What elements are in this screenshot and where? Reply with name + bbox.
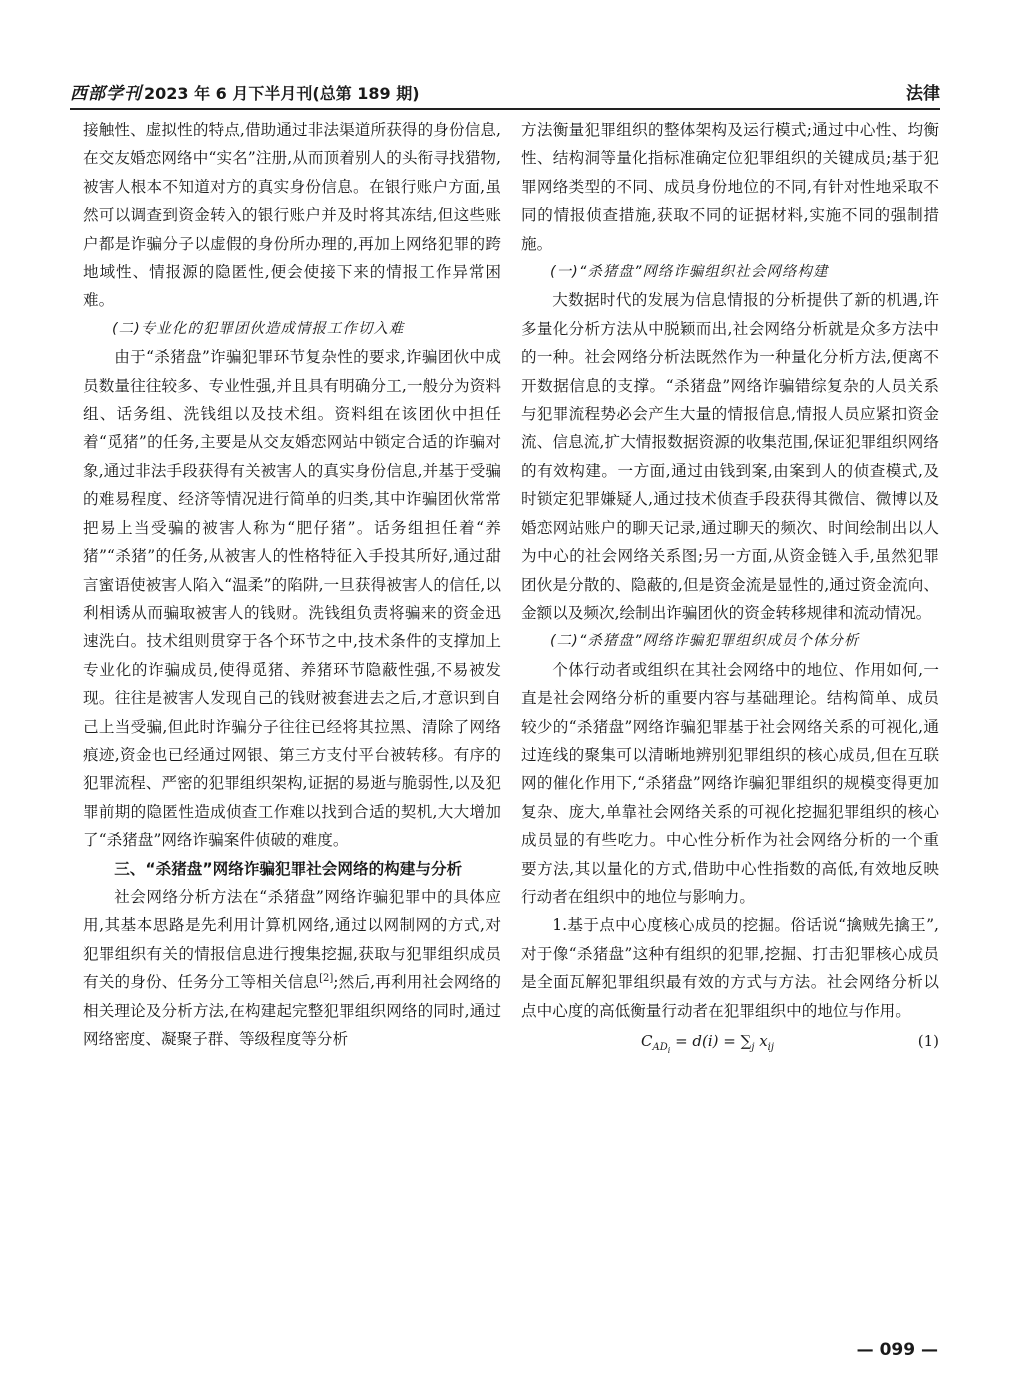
paragraph	[83, 883, 501, 1053]
section-label: 法律	[906, 84, 940, 104]
right-column	[521, 116, 939, 1065]
paragraph: 个体行动者或组织在其社会网络中的地位、作用如何,一直是社会网络分析的重要内容与基础理论。结构简单、成员较少的“杀猪盘”网络诈骗犯罪基于社会网络关系的可视化,通过连线的聚集可以清晰地辨别犯罪组织的核心成员,但在互联网的催化作用下,“杀猪盘”网络诈骗犯罪组织的规模变得更加复杂、庞大,单靠社会网络关系的可视化挖掘犯罪组织的核心成员显的有些吃力。中心性分析作为社会网络分析的一个重要方法,其以量化的方式,借助中心性指数的高低,有效地反映行动者在组织中的地位与影响力。	[521, 660, 939, 906]
paragraph-text: 社会网络分析方法在“杀猪盘”网络诈骗犯罪中的具体应用,其基本思路是先利用计算机网络,通过以网制网的方式,对犯罪组织有关的情报信息进行搜集挖掘,获取与犯罪组织成员有关的身份、任务分工等相关信息	[83, 887, 501, 992]
section-heading: 三、“杀猪盘”网络诈骗犯罪社会网络的构建与分析	[114, 859, 463, 878]
paragraph: 由于“杀猪盘”诈骗犯罪环节复杂性的要求,诈骗团伙中成员数量往往较多、专业性强,并且具有明确分工,一般分为资料组、话务组、洗钱组以及技术组。资料组在该团伙中担任着“觅猪”的任务,主要是从交友婚恋网站中锁定合适的诈骗对象,通过非法手段获得有关被害人的真实身份信息,并基于受骗的难易程度、经济等情况进行简单的归类,其中诈骗团伙常常把易上当受骗的被害人称为“肥仔猪”。话务组担任着“养猪”“杀猪”的任务,从被害人的性格特征入手投其所好,通过甜言蜜语使被害人陷入“温柔”的陷阱,一旦获得被害人的信任,以利相诱从而骗取被害人的钱财。洗钱组负责将骗来的资金迅速洗白。技术组则贯穿于各个环节之中,技术条件的支撑加上专业化的诈骗成员,使得觅猪、养猪环节隐蔽性强,不易被发现。往往是被害人发现自己的钱财被套进去之后,才意识到自己上当受骗,但此时诈骗分子往往已经将其拉黑、清除了网络痕迹,资金也已经通过网银、第三方支付平台被转移。有序的犯罪流程、严密的犯罪组织架构,证据的易逝与脆弱性,以及犯罪前期的隐匿性造成侦查工作难以找到合适的契机,大大增加了“杀猪盘”网络诈骗案件侦破的难度。	[83, 348, 501, 850]
left-column	[83, 116, 501, 1053]
paragraph: 1.基于点中心度核心成员的挖掘。俗话说“擒贼先擒王”,对于像“杀猪盘”这种有组织的犯罪,挖掘、打击犯罪核心成员是全面瓦解犯罪组织最有效的方式与方法。社会网络分析以点中心度的高低衡量行动者在犯罪组织中的地位与作用。	[521, 916, 939, 1020]
paragraph-text: ;然后,再利用社会网络的相关理论及分析方法,在构建起完整犯罪组织网络的同时,通过网络密度、凝聚子群、等级程度等分析	[83, 973, 501, 1048]
paragraph: 大数据时代的发展为信息情报的分析提供了新的机遇,许多量化分析方法从中脱颖而出,社会网络分析就是众多方法中的一种。社会网络分析法既然作为一种量化分析方法,便离不开数据信息的支撑。“杀猪盘”网络诈骗错综复杂的人员关系与犯罪流程势必会产生大量的情报信息,情报人员应紧扣资金流、信息流,扩大情报数据资源的收集范围,保证犯罪组织网络的有效构建。一方面,通过由钱到案,由案到人的侦查模式,及时锁定犯罪嫌疑人,通过技术侦查手段获得其微信、微博以及婚恋网站账户的聊天记录,通过聊天的频次、时间绘制出以人为中心的社会网络关系图;另一方面,从资金链入手,虽然犯罪团伙是分散的、隐蔽的,但是资金流是显性的,通过资金流向、金额以及频次,绘制出诈骗团伙的资金转移规律和流动情况。	[521, 291, 939, 622]
issue-info: 2023 年 6 月下半月刊(总第 189 期)	[144, 84, 420, 103]
equation: $C_{AD_i} = d(i) = \sum_j$ $x_{ij}$	[641, 1032, 774, 1055]
running-header	[70, 70, 940, 110]
paragraph: 接触性、虚拟性的特点,借助通过非法渠道所获得的身份信息,在交友婚恋网络中“实名”注册,从而顶着别人的头衔寻找猎物,被害人根本不知道对方的真实身份信息。在银行账户方面,虽然可以调查到资金转入的银行账户并及时将其冻结,但这些账户都是诈骗分子以虚假的身份所办理的,再加上网络犯罪的跨地域性、情报源的隐匿性,便会使接下来的情报工作异常困难。	[83, 121, 501, 310]
subsection-heading: (二)专业化的犯罪团伙造成情报工作切入难	[112, 320, 405, 337]
equation-number: (1)	[917, 1032, 939, 1050]
page-number: — 099 —	[856, 1340, 938, 1360]
paragraph: 方法衡量犯罪组织的整体架构及运行模式;通过中心性、均衡性、结构洞等量化指标准确定位犯罪组织的关键成员;基于犯罪网络类型的不同、成员身份地位的不同,有针对性地采取不同的情报侦查措施,获取不同的证据材料,实施不同的强制措施。	[521, 121, 939, 253]
journal-logo: 西部学刊	[70, 84, 142, 104]
subsection-heading: (二)“杀猪盘”网络诈骗犯罪组织成员个体分析	[550, 633, 860, 650]
header-left	[70, 79, 420, 104]
citation-ref[interactable]: [2]	[319, 973, 334, 984]
equation-row	[521, 1027, 939, 1065]
subsection-heading: (一)“杀猪盘”网络诈骗组织社会网络构建	[550, 264, 829, 281]
